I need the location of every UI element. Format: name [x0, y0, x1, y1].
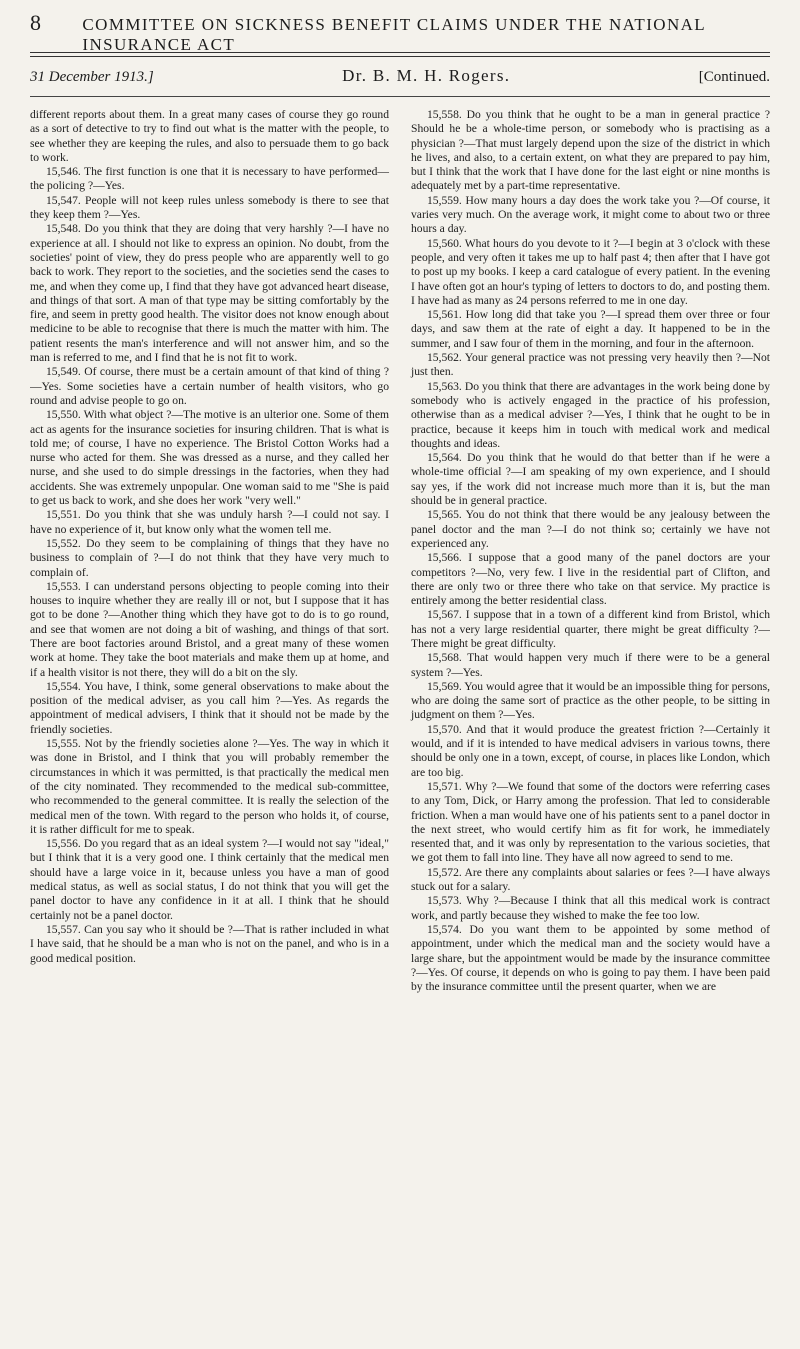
paragraph: 15,557. Can you say who it should be ?—That is rather included in what I have said, that he should be a man who is not on the panel, and who is in a good medical position. [30, 922, 389, 965]
paragraph: 15,573. Why ?—Because I think that all this medical work is contract work, and partly because they wished to make the fee too low. [411, 894, 770, 922]
paragraph: 15,562. Your general practice was not pressing very heavily then ?—Not just then. [411, 351, 770, 379]
paragraph: different reports about them. In a great many cases of course they go round as a sort of detective to try to find out what is the matter with the people, to see whether they are keeping the rules, and also to persuade them to go back to work. [30, 108, 389, 164]
paragraph: 15,565. You do not think that there would be any jealousy between the panel doctor and the man ?—I do not think so; certainly we have not experienced any. [411, 508, 770, 550]
evidence-date: 31 December 1913.] [30, 69, 154, 85]
paragraph: 15,547. People will not keep rules unless somebody is there to see that they keep them ?—Yes. [30, 193, 389, 222]
continued-label: [Continued. [698, 69, 770, 85]
paragraph: 15,558. Do you think that he ought to be a man in general practice ? Should he be a whole-time person, or somebody who is practising as a physician ?—That must largely depend upon the size of the district in which he lives, and also, to a certain extent, on what they are prepared to pay him, but I think that the work that I have done for the last eight or nine months is adequately met by a part-time representative. [411, 108, 770, 193]
right-column [411, 108, 770, 1333]
paragraph: 15,551. Do you think that she was unduly harsh ?—I could not say. I have no experience of it, but know only what the women tell me. [30, 508, 389, 536]
paragraph: 15,549. Of course, there must be a certain amount of that kind of thing ?—Yes. Some societies have a certain number of health visitors, who go round and advise people to go on. [30, 365, 389, 407]
paragraph: 15,569. You would agree that it would be an impossible thing for persons, who are doing the same sort of practice as the other people, to be sitting in judgment on them ?—Yes. [411, 679, 770, 722]
paragraph: 15,554. You have, I think, some general observations to make about the position of the medical adviser, as you call him ?—Yes. As regards the appointment of medical advisers, I think that it should not be made by the friendly societies. [30, 679, 389, 736]
paragraph: 15,567. I suppose that in a town of a different kind from Bristol, which has not a very large residential quarter, there might be great difficulty ?—There might be great difficulty. [411, 608, 770, 650]
header-rule [30, 52, 770, 57]
left-column [30, 108, 389, 1333]
subheader [30, 66, 770, 90]
text-columns [30, 108, 770, 1333]
witness-name: Dr. B. M. H. Rogers. [342, 66, 511, 85]
running-head [30, 10, 770, 54]
paragraph: 15,560. What hours do you devote to it ?—I begin at 3 o'clock with these people, and very often it takes me up to half past 4; then after that I have got to post up my books. I keep a card catalogue of every patient. In the evening I have often got an hour's typing of letters to doctors to do, and posting them. I have had as many as 24 persons referred to me in one day. [411, 236, 770, 307]
page-number: 8 [30, 10, 43, 35]
paragraph: 15,568. That would happen very much if there were to be a general system ?—Yes. [411, 651, 770, 679]
paragraph: 15,574. Do you want them to be appointed by some method of appointment, under which the medical man and the society would have a large share, but the appointment would be made by the insurance committee ?—Yes. Of course, it depends on who is going to pay them. I have been paid by the insurance committee until the present quarter, when we are [411, 922, 770, 994]
paragraph: 15,552. Do they seem to be complaining of things that they have no business to complain of ?—I do not think that they have very much to complain of. [30, 536, 389, 579]
paragraph: 15,556. Do you regard that as an ideal system ?—I would not say "ideal," but I think that it is a very good one. I think certainly that the medical men should have a large voice in it, because unless you have a man of good medical status, as well as social status, I do not think that you will get the panel doctor to have any confidence in it at all. I think that he should certainly not be a panel doctor. [30, 837, 389, 922]
paragraph: 15,571. Why ?—We found that some of the doctors were referring cases to any Tom, Dick, or Harry among the profession. That led to considerable friction. When a man would have one of his patients sent to a panel doctor in the next street, who would certify him as fit for work, he immediately resented that, and it was only by representation to the various societies, that we got them to fall into line. They have all now agreed to send to me. [411, 779, 770, 865]
report-title: COMMITTEE ON SICKNESS BENEFIT CLAIMS UNDER THE NATIONAL INSURANCE ACT [82, 15, 706, 54]
paragraph: 15,572. Are there any complaints about salaries or fees ?—I have always stuck out for a salary. [411, 865, 770, 894]
paragraph: 15,563. Do you think that there are advantages in the work being done by somebody who is actively engaged in the practice of his profession, otherwise than as a medical adviser ?—Yes, I think that he ought to be in practice, because it keeps him in touch with medical work and medical thoughts and ideas. [411, 379, 770, 450]
paragraph: 15,550. With what object ?—The motive is an ulterior one. Some of them act as agents for the insurance societies for insuring children. That is what is told me; of course, I have no experience. The Bristol Cotton Works had a nurse who acted for them. She was dressed as a nurse, and they called her nurse, and she used to do simple dressings in the factories, when they had accidents. She was extremely unpopular. One woman said to me "She is paid to get us back to work, and she does her work "very well." [30, 408, 389, 508]
paragraph: 15,548. Do you think that they are doing that very harshly ?—I have no experience at all. I should not like to express an opinion. No doubt, from the societies' point of view, they do press people who are apparently well to go back to work. They report to the societies, and the societies send the cases to me, and when they come up, I find that they have got advanced heart disease, and things of that sort. A man of that type may be sitting comfortably by the fire, and seem in pretty good health. The visitor does not know enough about medicine to be able to recognise that there is much the matter with him. The patient resents the man's interference and will not answer him, and so the man is referred to me, and I find that he is not fit to work. [30, 222, 389, 365]
paragraph: 15,570. And that it would produce the greatest friction ?—Certainly it would, and if it is intended to have medical advisers in various towns, there should be only one in a town, except, of course, in places like London, which are too big. [411, 722, 770, 779]
paragraph: 15,546. The first function is one that it is necessary to have performed—the policing ?—Yes. [30, 165, 389, 193]
paragraph: 15,564. Do you think that he would do that better than if he were a whole-time official ?—I am speaking of my own experience, and I should say yes, if the work did not increase much more than it is, but the man should be in general practice. [411, 451, 770, 508]
paragraph: 15,553. I can understand persons objecting to people coming into their houses to inquire whether they are really ill or not, but I suppose that it has got to be done ?—Another thing which they have got to do is to go round, and see that women are not doing a bit of washing, and things of that sort. There are boot factories around Bristol, and a great many of these women work at home. They take the boot materials and make them up at home, and if a health visitor is not there, they will do a bit on the sly. [30, 579, 389, 679]
paragraph: 15,559. How many hours a day does the work take you ?—Of course, it varies very much. On the average work, it might come to about two or three hours a day. [411, 193, 770, 236]
paragraph: 15,555. Not by the friendly societies alone ?—Yes. The way in which it was done in Bristol, and I think that you will probably remember the circumstances in which it was permitted, is that practically the medical men of the city nominated. They recommended to the medical sub-committee, who recommended to the general committee. It is really the selection of the medical men of the town. With regard to the person who holds it, of course, it is rather difficult for me to speak. [30, 737, 389, 836]
paragraph: 15,566. I suppose that a good many of the panel doctors are your competitors ?—No, very few. I live in the residential part of Clifton, and there are only two or three there who take on that service. My practice is entirely among the better residential class. [411, 551, 770, 608]
paragraph: 15,561. How long did that take you ?—I spread them over three or four days, and saw them at the rate of eight a day. It happened to be in the summer, and I saw four of them in the morning, and four in the afternoon. [411, 308, 770, 350]
subheader-rule [30, 96, 770, 97]
